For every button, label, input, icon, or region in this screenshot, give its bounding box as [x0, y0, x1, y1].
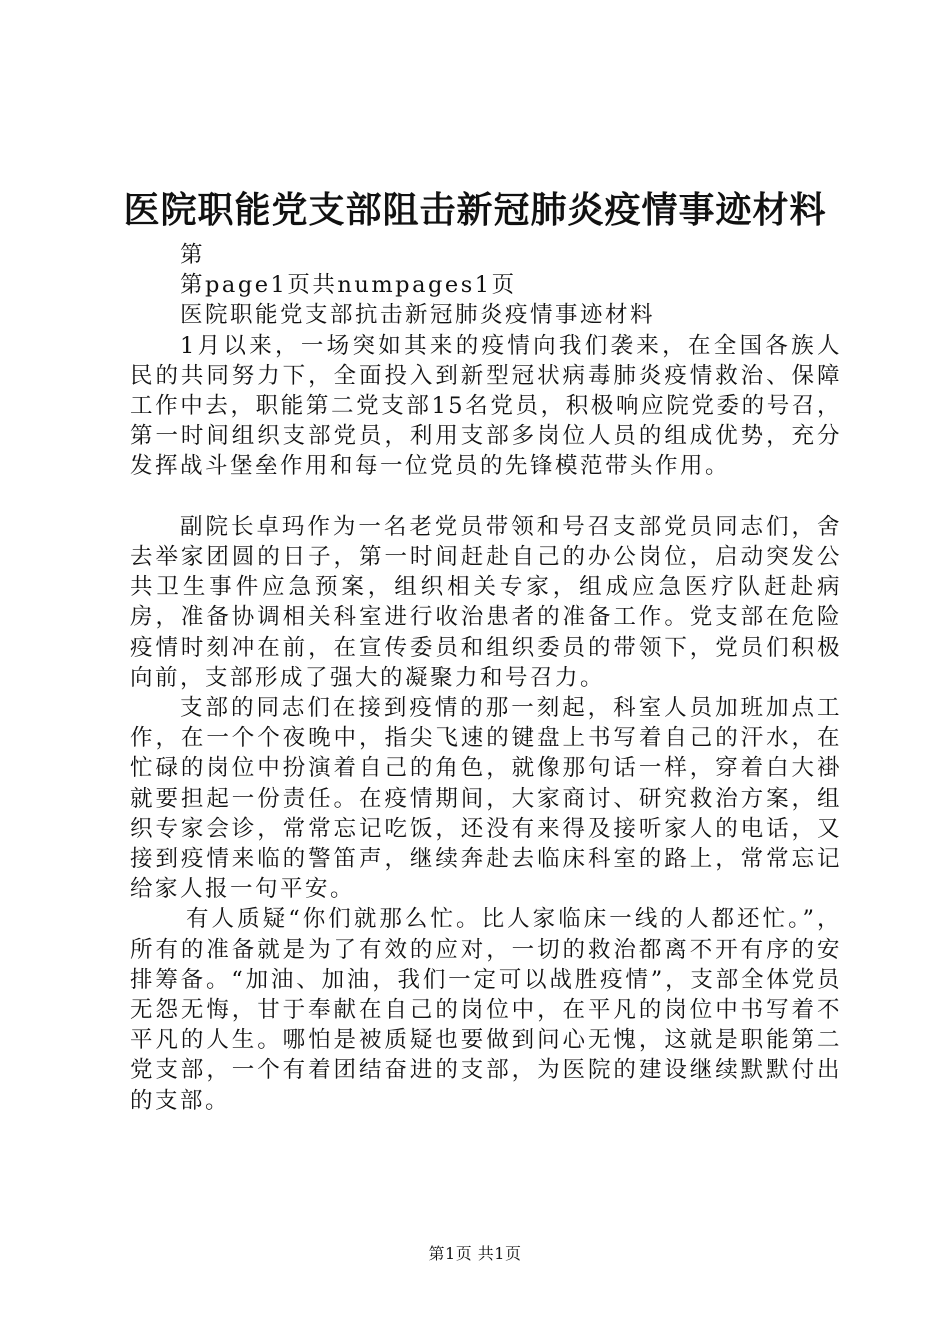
- page-footer: 第1页 共1页: [428, 1244, 522, 1263]
- paragraph-2: 副院长卓玛作为一名老党员带领和号召支部党员同志们，舍去举家团圆的日子，第一时间赶赴自己的办公岗位，启动突发公共卫生事件应急预案，组织相关专家，组成应急医疗队赶赴病房，准备协调相关科室进行收治患者的准备工作。党支部在危险疫情时刻冲在前，在宣传委员和组织委员的带领下，党员们积极向前，支部形成了强大的凝聚力和号召力。: [130, 513, 842, 691]
- paragraph-1: 1月以来，一场突如其来的疫情向我们袭来，在全国各族人民的共同努力下，全面投入到新型冠状病毒肺炎疫情救治、保障工作中去，职能第二党支部15名党员，积极响应院党委的号召，第一时间组织支部党员，利用支部多岗位人员的组成优势，充分发挥战斗堡垒作用和每一位党员的先锋模范带头作用。: [130, 332, 842, 480]
- paragraph-3: 支部的同志们在接到疫情的那一刻起，科室人员加班加点工作，在一个个夜晚中，指尖飞速的键盘上书写着自己的汗水，在忙碌的岗位中扮演着自己的角色，就像那句话一样，穿着白大褂就要担起一份责任。在疫情期间，大家商讨、研究救治方案，组织专家会诊，常常忘记吃饭，还没有来得及接听家人的电话，又接到疫情来临的警笛声，继续奔赴去临床科室的路上，常常忘记给家人报一句平安。: [130, 695, 842, 903]
- document-body: [130, 240, 842, 1116]
- paragraph-4: 有人质疑“你们就那么忙。比人家临床一线的人都还忙。”，所有的准备就是为了有效的应对，一切的救治都离不开有序的安排筹备。“加油、加油，我们一定可以战胜疫情”，支部全体党员无怨无悔，甘于奉献在自己的岗位中，在平凡的岗位中书写着不平凡的人生。哪怕是被质疑也要做到问心无愧，这就是职能第二党支部，一个有着团结奋进的支部，为医院的建设继续默默付出的支部。: [130, 906, 842, 1114]
- header-line-3: 医院职能党支部抗击新冠肺炎疫情事迹材料: [180, 302, 656, 329]
- document-title: 医院职能党支部阻击新冠肺炎疫情事迹材料: [123, 189, 827, 231]
- header-line-2: 第page1页共numpages1页: [180, 272, 517, 299]
- blank-line: [130, 482, 842, 512]
- header-line-1: 第: [180, 242, 206, 268]
